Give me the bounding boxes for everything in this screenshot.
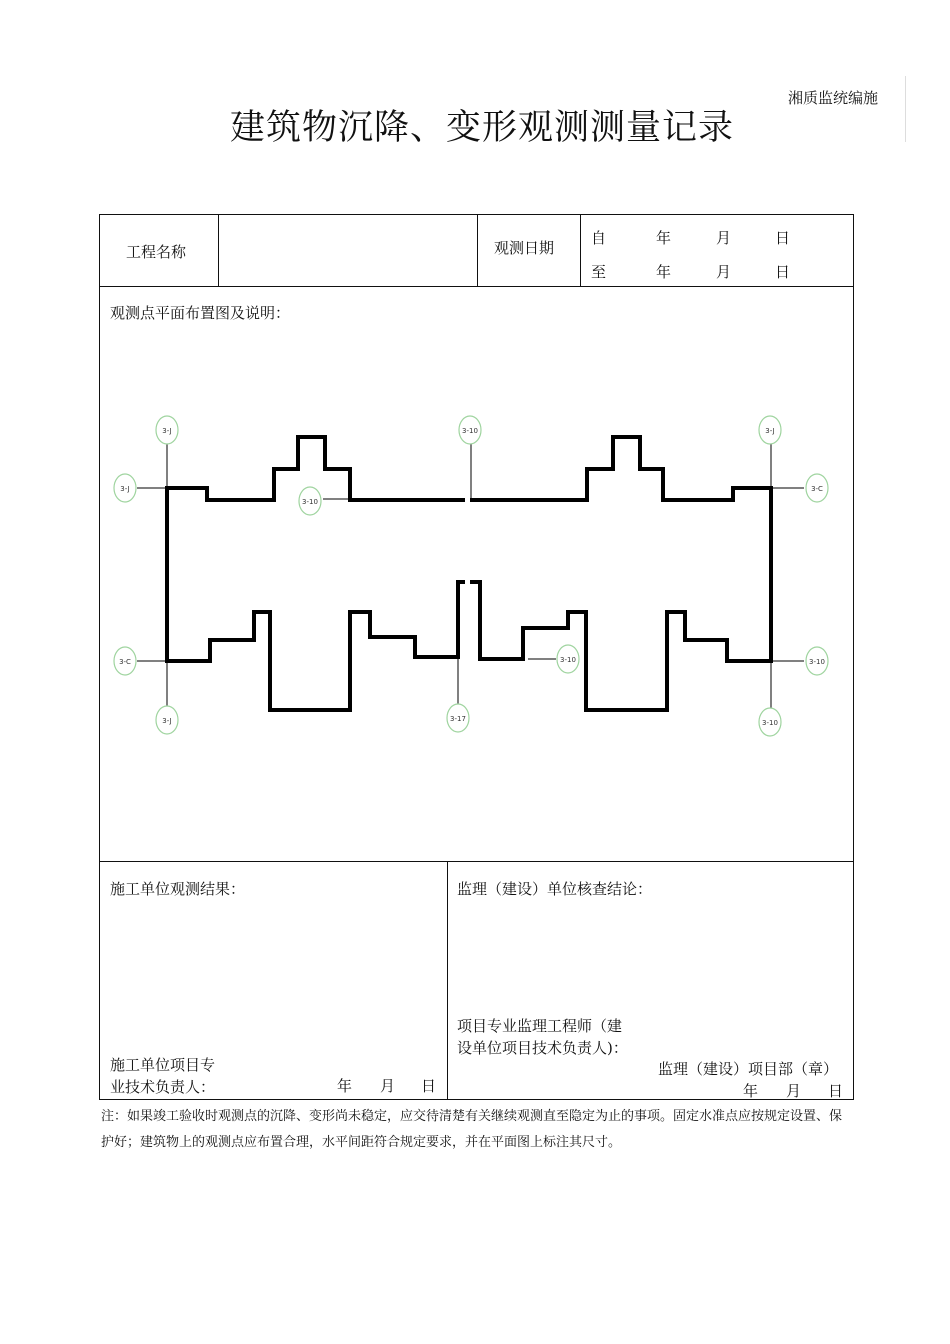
supervision-engineer-line2: 设单位项目技术负责人)： [457,1039,628,1057]
observation-marker [557,645,579,673]
date-from-day[interactable]: 日 [775,229,791,247]
construction-result-label: 施工单位观测结果： [110,880,246,898]
observation-marker [759,708,781,736]
marker-label: 3-10 [762,719,778,727]
construction-sign-month[interactable]: 月 [380,1077,396,1095]
date-to-day[interactable]: 日 [775,263,791,281]
supervision-engineer-line1: 项目专业监理工程师（建 [457,1017,623,1035]
marker-label: 3-J [162,717,172,725]
form-code: 湘质监统编施 [788,89,879,107]
observation-marker [806,474,828,502]
date-from-prefix: 自 [591,229,607,247]
supervision-conclusion-label: 监理（建设）单位核查结论： [457,880,653,898]
marker-leaders [137,442,804,710]
observation-marker [447,704,469,732]
date-from-month[interactable]: 月 [716,229,732,247]
page-title: 建筑物沉降、变形观测测量记录 [230,108,735,148]
marker-label: 3-C [119,658,131,666]
observation-marker [114,474,136,502]
marker-label: 3-10 [809,658,825,666]
date-to-prefix: 至 [591,263,607,281]
marker-label: 3-J [162,427,172,435]
observation-marker [806,647,828,675]
left-wing-outline [167,437,465,710]
marker-label: 3-J [765,427,775,435]
date-to-year[interactable]: 年 [656,263,672,281]
marker-label: 3-C [811,485,823,493]
footnote: 注：如果竣工验收时观测点的沉降、变形尚未稳定，应交待清楚有关继续观测直至隐定为止的事项。固定水准点应按规定设置、保护好；建筑物上的观测点应布置合理，水平间距符合规定要求，并在平面图上标注其尺寸。 [101,1109,843,1150]
right-wing-outline [470,437,771,710]
supervision-sign-day[interactable]: 日 [828,1082,844,1100]
marker-label: 3-17 [450,715,466,723]
observation-marker [459,416,481,444]
construction-signer-line2: 业技术负责人： [110,1078,216,1096]
building-outline [167,437,771,710]
marker-label: 3-10 [302,498,318,506]
observation-marker [156,416,178,444]
date-from-year[interactable]: 年 [656,229,672,247]
construction-signer-line1: 施工单位项目专 [110,1056,216,1074]
obs-date-label: 观测日期 [494,239,555,257]
date-to-month[interactable]: 月 [716,263,732,281]
observation-marker [299,487,321,515]
marker-label: 3-10 [462,427,478,435]
construction-sign-day[interactable]: 日 [421,1077,437,1095]
supervision-sign-year[interactable]: 年 [743,1082,759,1100]
supervision-dept-label: 监理（建设）项目部（章） [658,1060,839,1078]
project-name-label: 工程名称 [126,243,187,261]
observation-marker [114,647,136,675]
marker-label: 3-10 [560,656,576,664]
plan-label: 观测点平面布置图及说明： [110,304,291,322]
observation-marker [156,706,178,734]
marker-label: 3-J [120,485,130,493]
supervision-sign-month[interactable]: 月 [786,1082,802,1100]
observation-marker [759,416,781,444]
construction-sign-year[interactable]: 年 [337,1077,353,1095]
